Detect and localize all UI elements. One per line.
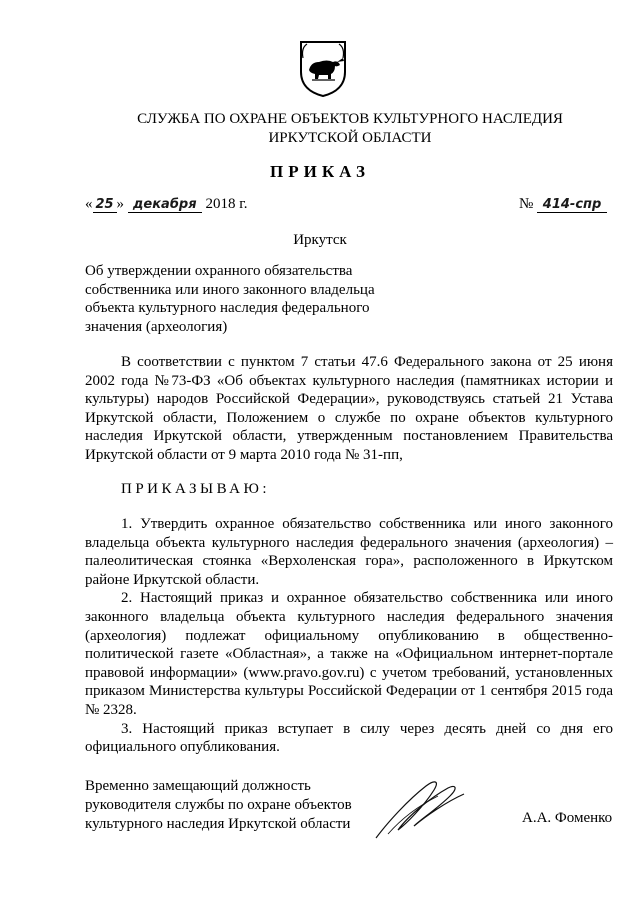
position-line: Временно замещающий должность [85, 778, 311, 794]
document-type-title: ПРИКАЗ [270, 162, 370, 181]
coat-of-arms-icon [297, 38, 349, 98]
subject-line: собственника или иного законного владельца [85, 281, 375, 298]
order-item-1: 1. Утвердить охранное обязательство собственника или иного законного владельца объекта культурного наследия федерального значения (археология) – палеолитическая стоянка «Верхоленская гора», расположенного в Иркутском районе Иркутской области. [85, 516, 613, 588]
order-subject [85, 262, 385, 336]
number-value: 414-спр [537, 197, 607, 213]
order-item-3: 3. Настоящий приказ вступает в силу через десять дней со дня его официального опубликования. [85, 720, 613, 756]
city-label: Иркутск [293, 232, 347, 248]
preamble-text: В соответствии с пунктом 7 статьи 47.6 Федерального закона от 25 июня 2002 года №73-ФЗ «Об объектах культурного наследия (памятниках истории и культуры) народов Российской Федерации», руководствуясь статьей 21 Устава Иркутской области, Положением о службе по охране объектов культурного наследия Иркутской области, утвержденным постановлением Правительства Иркутской области от 9 марта 2010 года № 31-пп, [85, 354, 613, 463]
signatory-name: А.А. Фоменко [522, 810, 613, 826]
date-open-quote: « [85, 196, 93, 212]
order-item-2: 2. Настоящий приказ и охранное обязательство собственника или иного законного владельца объекта культурного наследия федерального значения (археология) подлежат официальному опубликованию в общественно-политической газете «Областная», а также на «Официальном интернет-портале правовой информации» (www.pravo.gov.ru) с учетом требований, установленных приказом Министерства культуры Российской Федерации от 1 сентября 2015 года № 2328. [85, 590, 613, 718]
subject-line: объекта культурного наследия федерального [85, 300, 370, 316]
position-line: культурного наследия Иркутской области [85, 816, 351, 832]
number-prefix: № [519, 196, 534, 212]
position-line: руководителя службы по охране объектов [85, 797, 352, 813]
document-date [85, 196, 247, 213]
agency-name-line2: ИРКУТСКОЙ ОБЛАСТИ [268, 130, 432, 146]
order-directive-word: ПРИКАЗЫВАЮ: [121, 481, 271, 497]
preamble-paragraph [85, 353, 613, 465]
order-items [85, 515, 613, 757]
signatory-position [85, 777, 352, 834]
subject-line: значения (археология) [85, 318, 228, 335]
agency-name-line1: СЛУЖБА ПО ОХРАНЕ ОБЪЕКТОВ КУЛЬТУРНОГО НАСЛЕДИЯ [137, 111, 563, 127]
date-year: 2018 г. [205, 196, 248, 212]
date-close-quote: » [116, 196, 124, 212]
document-number [519, 196, 607, 213]
subject-line: Об утверждении охранного обязательства [85, 263, 353, 279]
date-month: декабря [128, 197, 202, 213]
date-day: 25 [93, 197, 117, 213]
handwritten-signature [368, 772, 473, 844]
